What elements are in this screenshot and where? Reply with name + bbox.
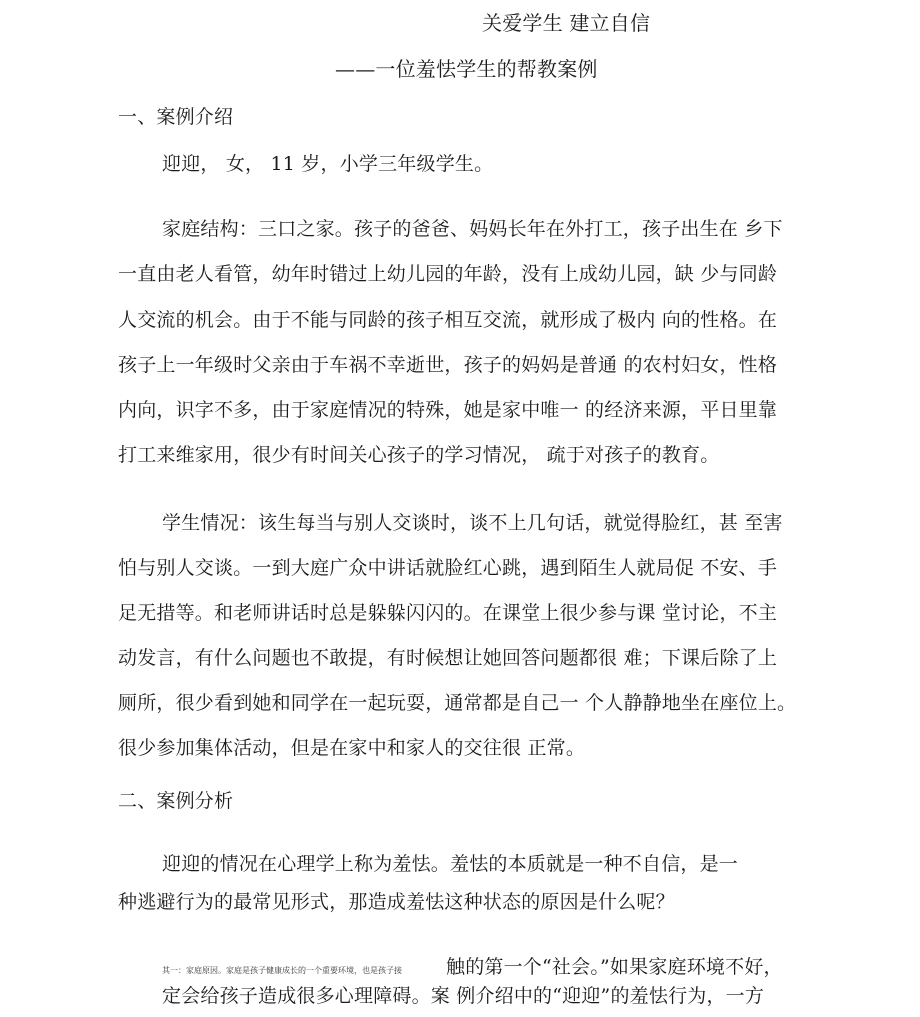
student-paragraph-line: 足无措等。和老师讲话时总是躲躲闪闪的。在课堂上很少参与课 堂讨论，不主 [118,602,778,624]
family-paragraph-line: 一直由老人看管，幼年时错过上幼儿园的年龄，没有上成幼儿园，缺 少与同龄 [118,263,778,285]
family-paragraph-line: 打工来维家用，很少有时间关心孩子的学习情况， 疏于对孩子的教育。 [118,444,720,466]
family-paragraph-line: 内向，识字不多，由于家庭情况的特殊，她是家中唯一 的经济来源，平日里靠 [118,399,778,421]
analysis-paragraph-line: 迎迎的情况在心理学上称为羞怯。羞怯的本质就是一种不自信，是一 [162,853,739,875]
student-paragraph-line: 很少参加集体活动，但是在家中和家人的交往很 正常。 [118,737,586,759]
student-paragraph-line: 厕所，很少看到她和同学在一起玩耍，通常都是自己一 个人静静地坐在座位上。 [118,692,797,714]
family-paragraph-line: 孩子上一年级时父亲由于车祸不幸逝世，孩子的妈妈是普通 的农村妇女，性格 [118,354,778,376]
document-subtitle: ——一位羞怯学生的帮教案例 [335,57,598,81]
cause-paragraph-line: 触的第一个“社会。”如果家庭环境不好， [446,956,783,978]
analysis-paragraph-line: 种逃避行为的最常见形式，那造成羞怯这种状态的原因是什么呢？ [118,891,675,913]
student-basic-info: 迎迎， 女， 11 岁，小学三年级学生。 [162,153,494,175]
section-heading-case-intro: 一、案例介绍 [118,106,234,128]
student-paragraph-line: 怕与别人交谈。一到大庭广众中讲话就脸红心跳，遇到陌生人就局促 不安、手 [118,557,778,579]
document-title: 关爱学生 建立自信 [482,11,651,35]
student-paragraph-line: 动发言，有什么问题也不敢提，有时候想让她回答问题都很 难；下课后除了上 [118,647,778,669]
section-heading-case-analysis: 二、案例分析 [118,790,234,812]
cause-small-text: 其一：家庭原因。家庭是孩子健康成长的一个重要环境，也是孩子接 [162,966,402,975]
family-paragraph-line: 人交流的机会。由于不能与同龄的孩子相互交流，就形成了极内 向的性格。在 [118,309,778,331]
family-paragraph-line: 家庭结构：三口之家。孩子的爸爸、妈妈长年在外打工，孩子出生在 乡下 [162,218,783,240]
cause-paragraph-line: 定会给孩子造成很多心理障碍。案 例介绍中的“迎迎”的羞怯行为，一方 [162,985,765,1007]
student-paragraph-line: 学生情况：该生每当与别人交谈时，谈不上几句话，就觉得脸红，甚 至害 [162,512,783,534]
